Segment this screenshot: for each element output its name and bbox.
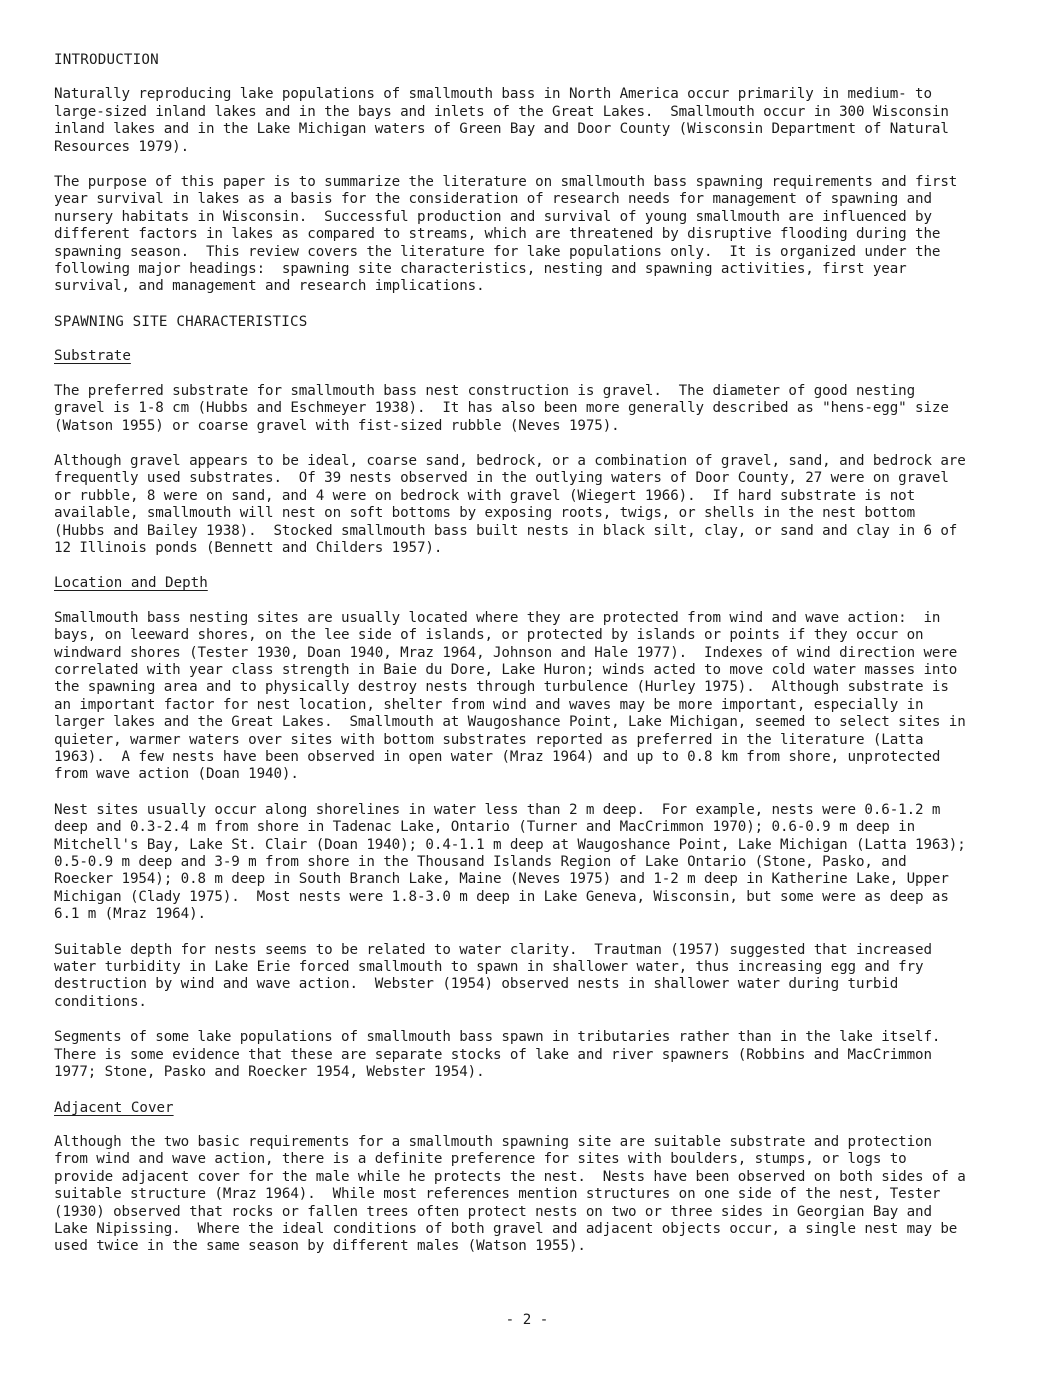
introduction-paragraph-2: The purpose of this paper is to summarize the literature on smallmouth bass spawning requirements and first year survival in lakes as a basis for the consideration of research needs for management of spawning and nursery habitats in Wisconsin. Successful production and survival of young smallmouth are influenced by different factors in lakes as compared to streams, which are threatened by disruptive flooding during the spawning season. This review covers the literature for lake populations only. It is organized under the following major headings: spawning site characteristics, nesting and spawning activities, first year survival, and management and research implications.: [54, 174, 958, 295]
location-depth-subheading: Location and Depth: [54, 575, 208, 592]
page-number: - 2 -: [505, 1312, 549, 1328]
substrate-subheading: Substrate: [54, 348, 131, 365]
adjacent-cover-subheading: Adjacent Cover: [54, 1099, 174, 1116]
location-paragraph-1: Smallmouth bass nesting sites are usually located where they are protected from wind and wave action: in bays, on leeward shores, on the lee side of islands, or protected by islands or points if they occur on windward shores (Tester 1930, Doan 1940, Mraz 1964, Johnson and Hale 1977). Indexes of wind direction were correlated with year class strength in Baie du Dore, Lake Huron; winds acted to move cold water masses into the spawning area and to physically destroy nests through turbulence (Hurley 1975). Although substrate is an important factor for nest location, shelter from wind and waves may be more important, especially in larger lakes and the Great Lakes. Smallmouth at Waugoshance Point, Lake Michigan, seemed to select sites in quieter, warmer waters over sites with bottom substrates reported as preferred in the literature (Latta 1963). A few nests have been observed in open water (Mraz 1964) and up to 0.8 km from shore, unprotected from wave action (Doan 1940).: [54, 609, 966, 783]
location-paragraph-2: Nest sites usually occur along shorelines in water less than 2 m deep. For example, nests were 0.6-1.2 m deep and 0.3-2.4 m from shore in Tadenac Lake, Ontario (Turner and MacCrimmon 1970); 0.6-0.9 m deep in Mitchell's Bay, Lake St. Clair (Doan 1940); 0.4-1.1 m deep at Waugoshance Point, Lake Michigan (Latta 1963); 0.5-0.9 m deep and 3-9 m from shore in the Thousand Islands Region of Lake Ontario (Stone, Pasko, and Roecker 1954); 0.8 m deep in South Branch Lake, Maine (Neves 1975) and 1-2 m deep in Katherine Lake, Upper Michigan (Clady 1975). Most nests were 1.8-3.0 m deep in Lake Geneva, Wisconsin, but some were as deep as 6.1 m (Mraz 1964).: [54, 801, 966, 923]
substrate-paragraph-2: Although gravel appears to be ideal, coarse sand, bedrock, or a combination of gravel, sand, and bedrock are frequently used substrates. Of 39 nests observed in the outlying waters of Door County, 27 were on gravel or rubble, 8 were on sand, and 4 were on bedrock with gravel (Wiegert 1966). If hard substrate is not available, smallmouth will nest on soft bottoms by exposing roots, twigs, or shells in the nest bottom (Hubbs and Bailey 1938). Stocked smallmouth bass built nests in black silt, clay, or sand and clay in 6 of 12 Illinois ponds (Bennett and Childers 1957).: [54, 452, 966, 556]
substrate-paragraph-1: The preferred substrate for smallmouth bass nest construction is gravel. The diameter of good nesting gravel is 1-8 cm (Hubbs and Eschmeyer 1938). It has also been more generally described as "hens-egg" size (Watson 1955) or coarse gravel with fist-sized rubble (Neves 1975).: [54, 382, 949, 434]
spawning-site-heading: SPAWNING SITE CHARACTERISTICS: [54, 313, 308, 330]
location-paragraph-3: Suitable depth for nests seems to be related to water clarity. Trautman (1957) suggested that increased water turbidity in Lake Erie forced smallmouth to spawn in shallower water, thus increasing egg and fry destruction by wind and wave action. Webster (1954) observed nests in shallower water during turbid conditions.: [54, 941, 932, 1010]
location-paragraph-4: Segments of some lake populations of smallmouth bass spawn in tributaries rather than in the lake itself. There is some evidence that these are separate stocks of lake and river spawners (Robbins and MacCrimmon 1977; Stone, Pasko and Roecker 1954, Webster 1954).: [54, 1029, 941, 1081]
introduction-heading: INTRODUCTION: [54, 52, 159, 68]
document-page: [54, 52, 1020, 1274]
introduction-paragraph-1: Naturally reproducing lake populations of smallmouth bass in North America occur primarily in medium- to large-sized inland lakes and in the bays and inlets of the Great Lakes. Smallmouth occur in 300 Wisconsin inland lakes and in the Lake Michigan waters of Green Bay and Door County (Wisconsin Department of Natural Resources 1979).: [54, 86, 949, 155]
cover-paragraph-1: Although the two basic requirements for a smallmouth spawning site are suitable substrate and protection from wind and wave action, there is a definite preference for sites with boulders, stumps, or logs to provide adjacent cover for the male while he protects the nest. Nests have been observed on both sides of a suitable structure (Mraz 1964). While most references mention structures on one side of the nest, Tester (1930) observed that rocks or fallen trees often protect nests on two or three sides in Georgian Bay and Lake Nipissing. Where the ideal conditions of both gravel and adjacent objects occur, a single nest may be used twice in the same season by different males (Watson 1955).: [54, 1133, 966, 1255]
